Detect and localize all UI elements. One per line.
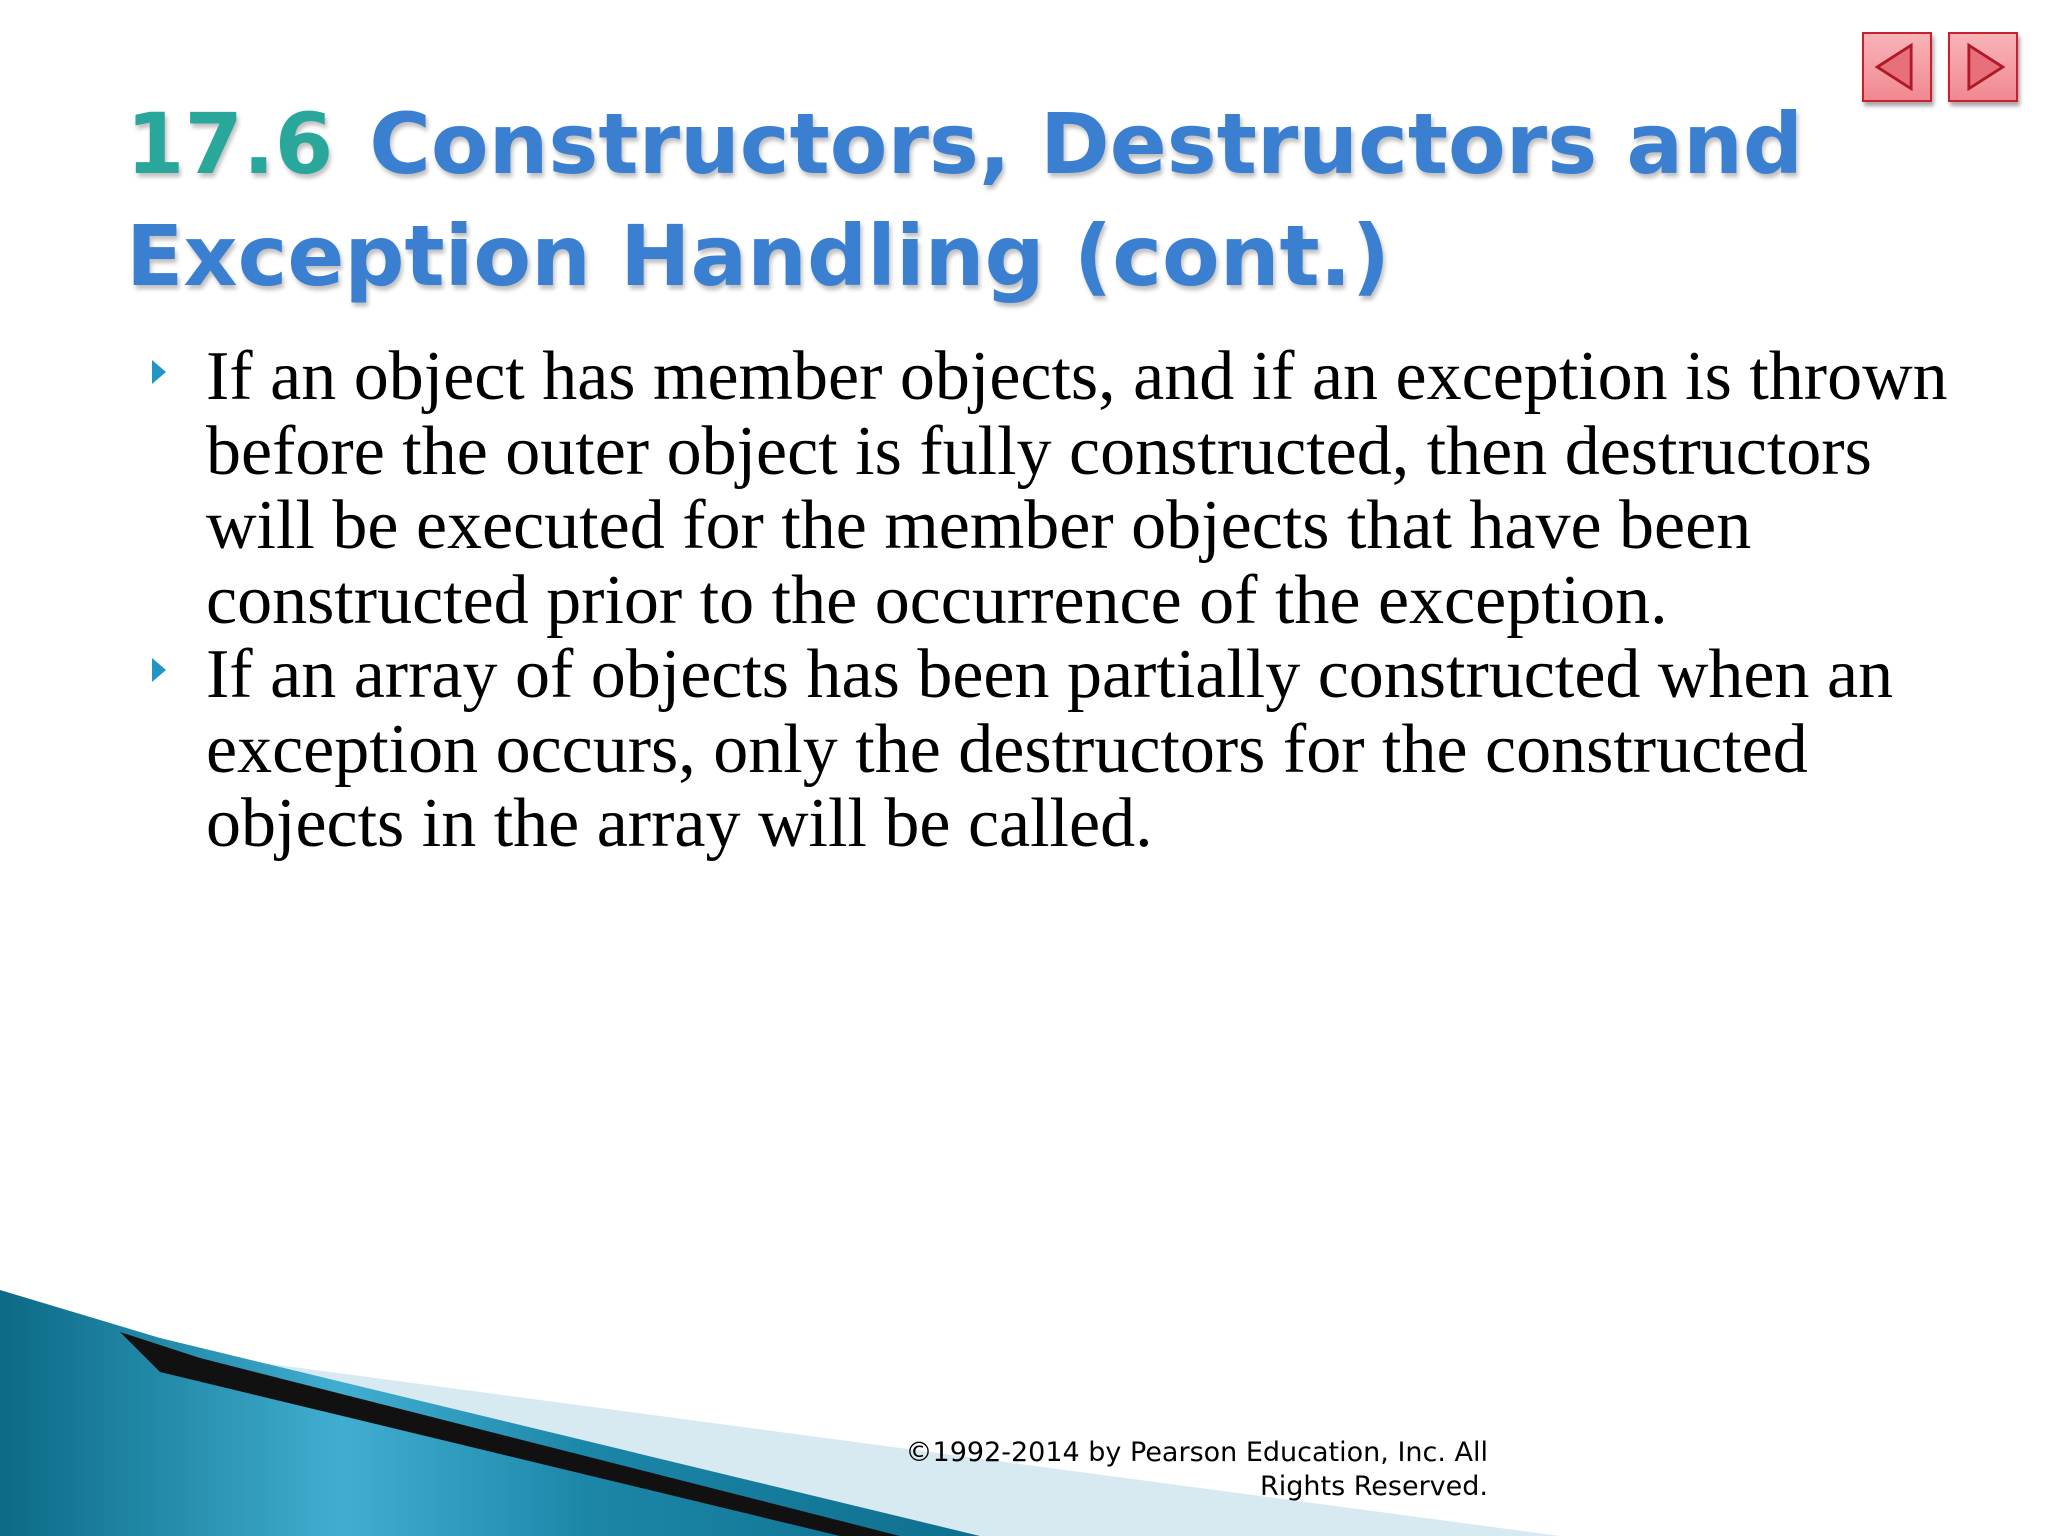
bullet-arrow-icon bbox=[152, 360, 166, 384]
bullet-list bbox=[150, 340, 1950, 862]
bullet-item bbox=[150, 638, 1950, 862]
copyright-line-2: Rights Reserved. bbox=[1260, 1471, 1488, 1502]
bullet-arrow-icon bbox=[152, 658, 166, 682]
bullet-text: If an object has member objects, and if an exception is thrown before the outer object is fully constructed, then destructors will be executed for the member objects that have been constructed prior to the occurrence of the exception. bbox=[206, 338, 1948, 639]
copyright-footer bbox=[820, 1436, 1488, 1504]
title-text-1: Constructors, Destructors and bbox=[369, 95, 1804, 193]
title-line-2: Exception Handling (cont.) bbox=[126, 207, 1390, 305]
copyright-line-1: ©1992-2014 by Pearson Education, Inc. All bbox=[905, 1437, 1488, 1468]
triangle-left-icon bbox=[1864, 34, 1930, 100]
previous-slide-button[interactable] bbox=[1862, 32, 1932, 102]
section-number: 17.6 bbox=[126, 95, 334, 193]
slide-title bbox=[126, 88, 1804, 312]
bullet-item bbox=[150, 340, 1950, 638]
title-line-1 bbox=[126, 88, 1804, 200]
triangle-right-icon bbox=[1950, 34, 2016, 100]
next-slide-button[interactable] bbox=[1948, 32, 2018, 102]
bullet-text: If an array of objects has been partially constructed when an exception occurs, only the destructors for the constructed objects in the array will be called. bbox=[206, 636, 1894, 862]
